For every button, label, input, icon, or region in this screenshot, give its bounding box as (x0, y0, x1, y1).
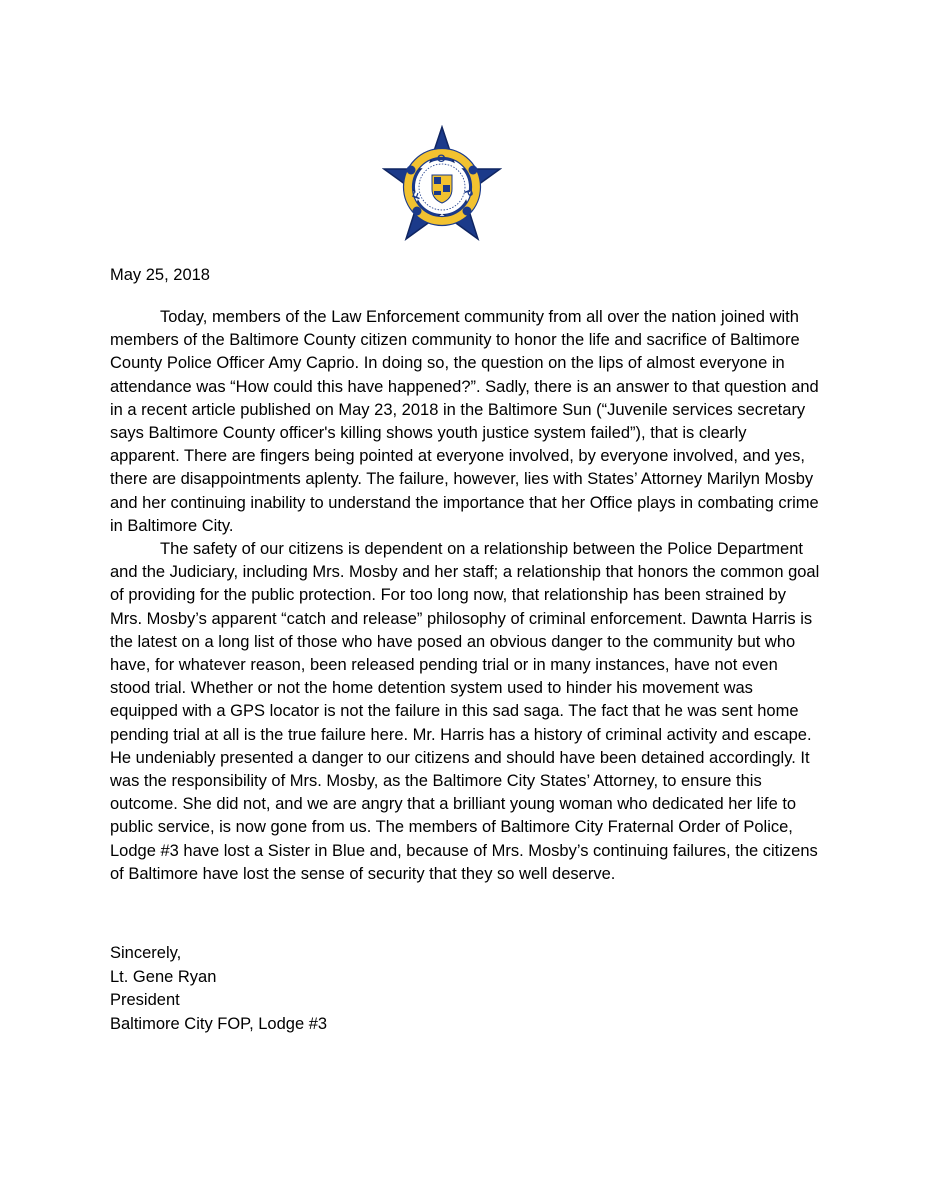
signer-title: President (110, 991, 180, 1009)
logo-letter-f: F (410, 190, 425, 202)
closing-salutation: Sincerely, (110, 944, 182, 962)
letter-date: May 25, 2018 (110, 266, 210, 284)
letter-body (110, 306, 820, 886)
body-paragraph: The safety of our citizens is dependent on a relationship between the Police Department and the Judiciary, including Mrs. Mosby and her staff; a relationship that honors the common goal of providing for the public protection. For too long now, that relationship has been strained by Mrs. Mosby’s apparent “catch and release” philosophy of criminal enforcement. Dawnta Harris is the latest on a long list of those who have posed an obvious danger to the community but who have, for whatever reason, been released pending trial or in many instances, have not even stood trial. Whether or not the home detention system used to hinder his movement was equipped with a GPS locator is not the failure in this sad saga. The fact that he was sent home pending trial at all is the true failure here. Mr. Harris has a history of criminal activity and escape. He undeniably presented a danger to our citizens and should have been detained accordingly. It was the responsibility of Mrs. Mosby, as the Baltimore City States’ Attorney, to ensure this outcome. She did not, and we are angry that a brilliant young woman who dedicated her life to public service, is now gone from us. The members of Baltimore City Fraternal Order of Police, Lodge #3 have lost a Sister in Blue and, because of Mrs. Mosby’s continuing failures, the citizens of Baltimore have lost the sense of security that they so well deserve. (110, 540, 820, 883)
fop-star-emblem-icon (382, 125, 502, 243)
signature-block (110, 942, 327, 1036)
body-paragraph: Today, members of the Law Enforcement community from all over the nation joined with members of the Baltimore County citizen community to honor the life and sacrifice of Baltimore County Police Officer Amy Caprio. In doing so, the question on the lips of almost everyone in attendance was “How could this have happened?”. Sadly, there is an answer to that question and in a recent article published on May 23, 2018 in the Baltimore Sun (“Juvenile services secretary says Baltimore County officer's killing shows youth justice system failed”), that is clearly apparent. There are fingers being pointed at everyone involved, by everyone involved, and yes, there are disappointments aplenty. The failure, however, lies with States’ Attorney Marilyn Mosby and her continuing inability to understand the importance that her Office plays in combating crime in Baltimore City. (110, 308, 819, 535)
logo-letter-o: O (437, 153, 446, 165)
logo-letter-p: P (461, 187, 475, 199)
fop-star-logo (382, 125, 502, 243)
signer-name: Lt. Gene Ryan (110, 967, 217, 986)
signer-organization: Baltimore City FOP, Lodge #3 (110, 1014, 328, 1033)
